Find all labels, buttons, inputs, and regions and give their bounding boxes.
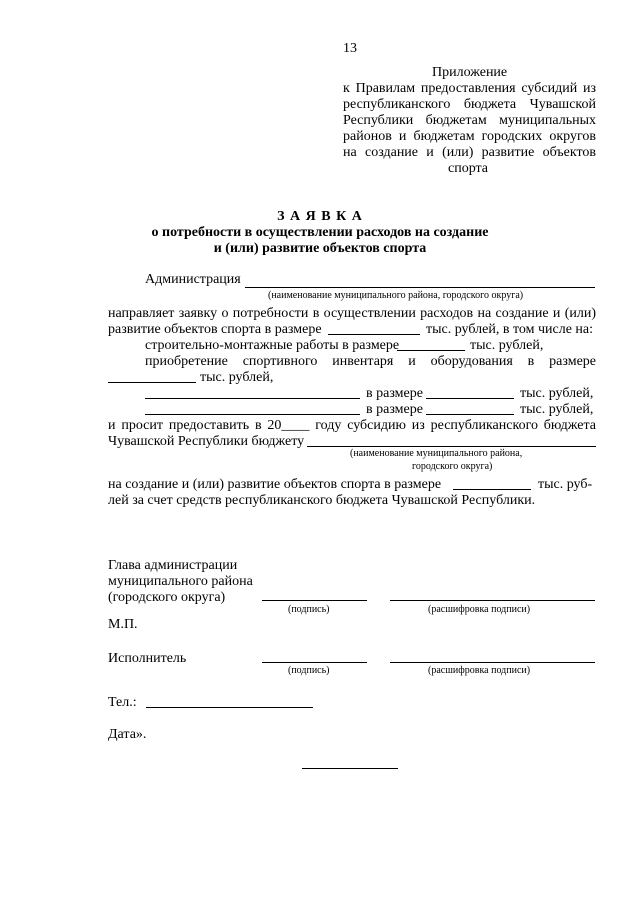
document-subtitle: и (или) развитие объектов спорта [213, 241, 427, 256]
appendix-line: спорта [448, 161, 489, 176]
signature-hint: (подпись) [288, 604, 330, 615]
other-item-field [145, 414, 360, 415]
head-decode-field [390, 600, 595, 601]
document-subtitle: о потребности в осуществлении расходов на создание [151, 225, 489, 240]
body-line: в размере [366, 386, 423, 401]
date-label: Дата». [108, 727, 147, 742]
closing-rule [302, 768, 398, 769]
body-line: тыс. руб- [538, 477, 593, 492]
head-label: муниципального района [108, 574, 253, 589]
other-amount-field [426, 398, 514, 399]
admin-label: Администрация [145, 272, 241, 287]
subsidy-amount-field [453, 489, 531, 490]
construction-amount-field [397, 350, 465, 351]
body-line: тыс. рублей, [520, 402, 594, 417]
head-signature-field [262, 600, 367, 601]
other-amount-field [426, 414, 514, 415]
head-label: (городского округа) [108, 590, 226, 605]
admin-name-field [245, 287, 595, 288]
other-item-field [145, 398, 360, 399]
seal-label: М.П. [108, 617, 138, 632]
body-line: направляет заявку о потребности в осуществлении расходов на создание и (или) [108, 306, 596, 321]
body-line: строительно-монтажные работы в размере [145, 338, 400, 353]
body-line: Чувашской Республики бюджету [108, 434, 305, 449]
appendix-line: Республики бюджетам муниципальных [343, 113, 596, 128]
body-line: на создание и (или) развитие объектов спорта в размере [108, 477, 442, 492]
body-line: тыс. рублей, [200, 370, 274, 385]
appendix-line: районов и бюджетам городских округов [343, 129, 596, 144]
body-line: тыс. рублей, в том числе на: [426, 322, 594, 337]
decode-hint: (расшифровка подписи) [428, 665, 531, 676]
document-title: З А Я В К А [277, 209, 363, 224]
recipient-hint: (наименование муниципального района, [350, 448, 523, 459]
recipient-hint: городского округа) [412, 461, 493, 472]
body-line: тыс. рублей, [520, 386, 594, 401]
phone-label: Тел.: [108, 695, 137, 710]
head-label: Глава администрации [108, 558, 238, 573]
phone-field [146, 707, 313, 708]
body-line: тыс. рублей, [470, 338, 544, 353]
total-amount-field [328, 334, 420, 335]
signature-hint: (подпись) [288, 665, 330, 676]
recipient-budget-field [307, 446, 596, 447]
equipment-amount-field [108, 382, 196, 383]
appendix-line: республиканского бюджета Чувашской [343, 97, 596, 112]
executor-label: Исполнитель [108, 651, 187, 666]
body-line: лей за счет средств республиканского бюджета Чувашской Республики. [108, 493, 536, 508]
body-line: в размере [366, 402, 423, 417]
executor-signature-field [262, 662, 367, 663]
body-line: приобретение спортивного инвентаря и оборудования в размере [145, 354, 596, 369]
appendix-title: Приложение [432, 65, 508, 80]
page-number: 13 [343, 41, 357, 56]
admin-hint: (наименование муниципального района, городского округа) [268, 290, 524, 301]
body-line: и просит предоставить в 20____ году субсидию из республиканского бюджета [108, 418, 596, 433]
body-line: развитие объектов спорта в размере [108, 322, 322, 337]
executor-decode-field [390, 662, 595, 663]
appendix-line: на создание и (или) развитие объектов [343, 145, 596, 160]
appendix-line: к Правилам предоставления субсидий из [343, 81, 596, 96]
decode-hint: (расшифровка подписи) [428, 604, 531, 615]
